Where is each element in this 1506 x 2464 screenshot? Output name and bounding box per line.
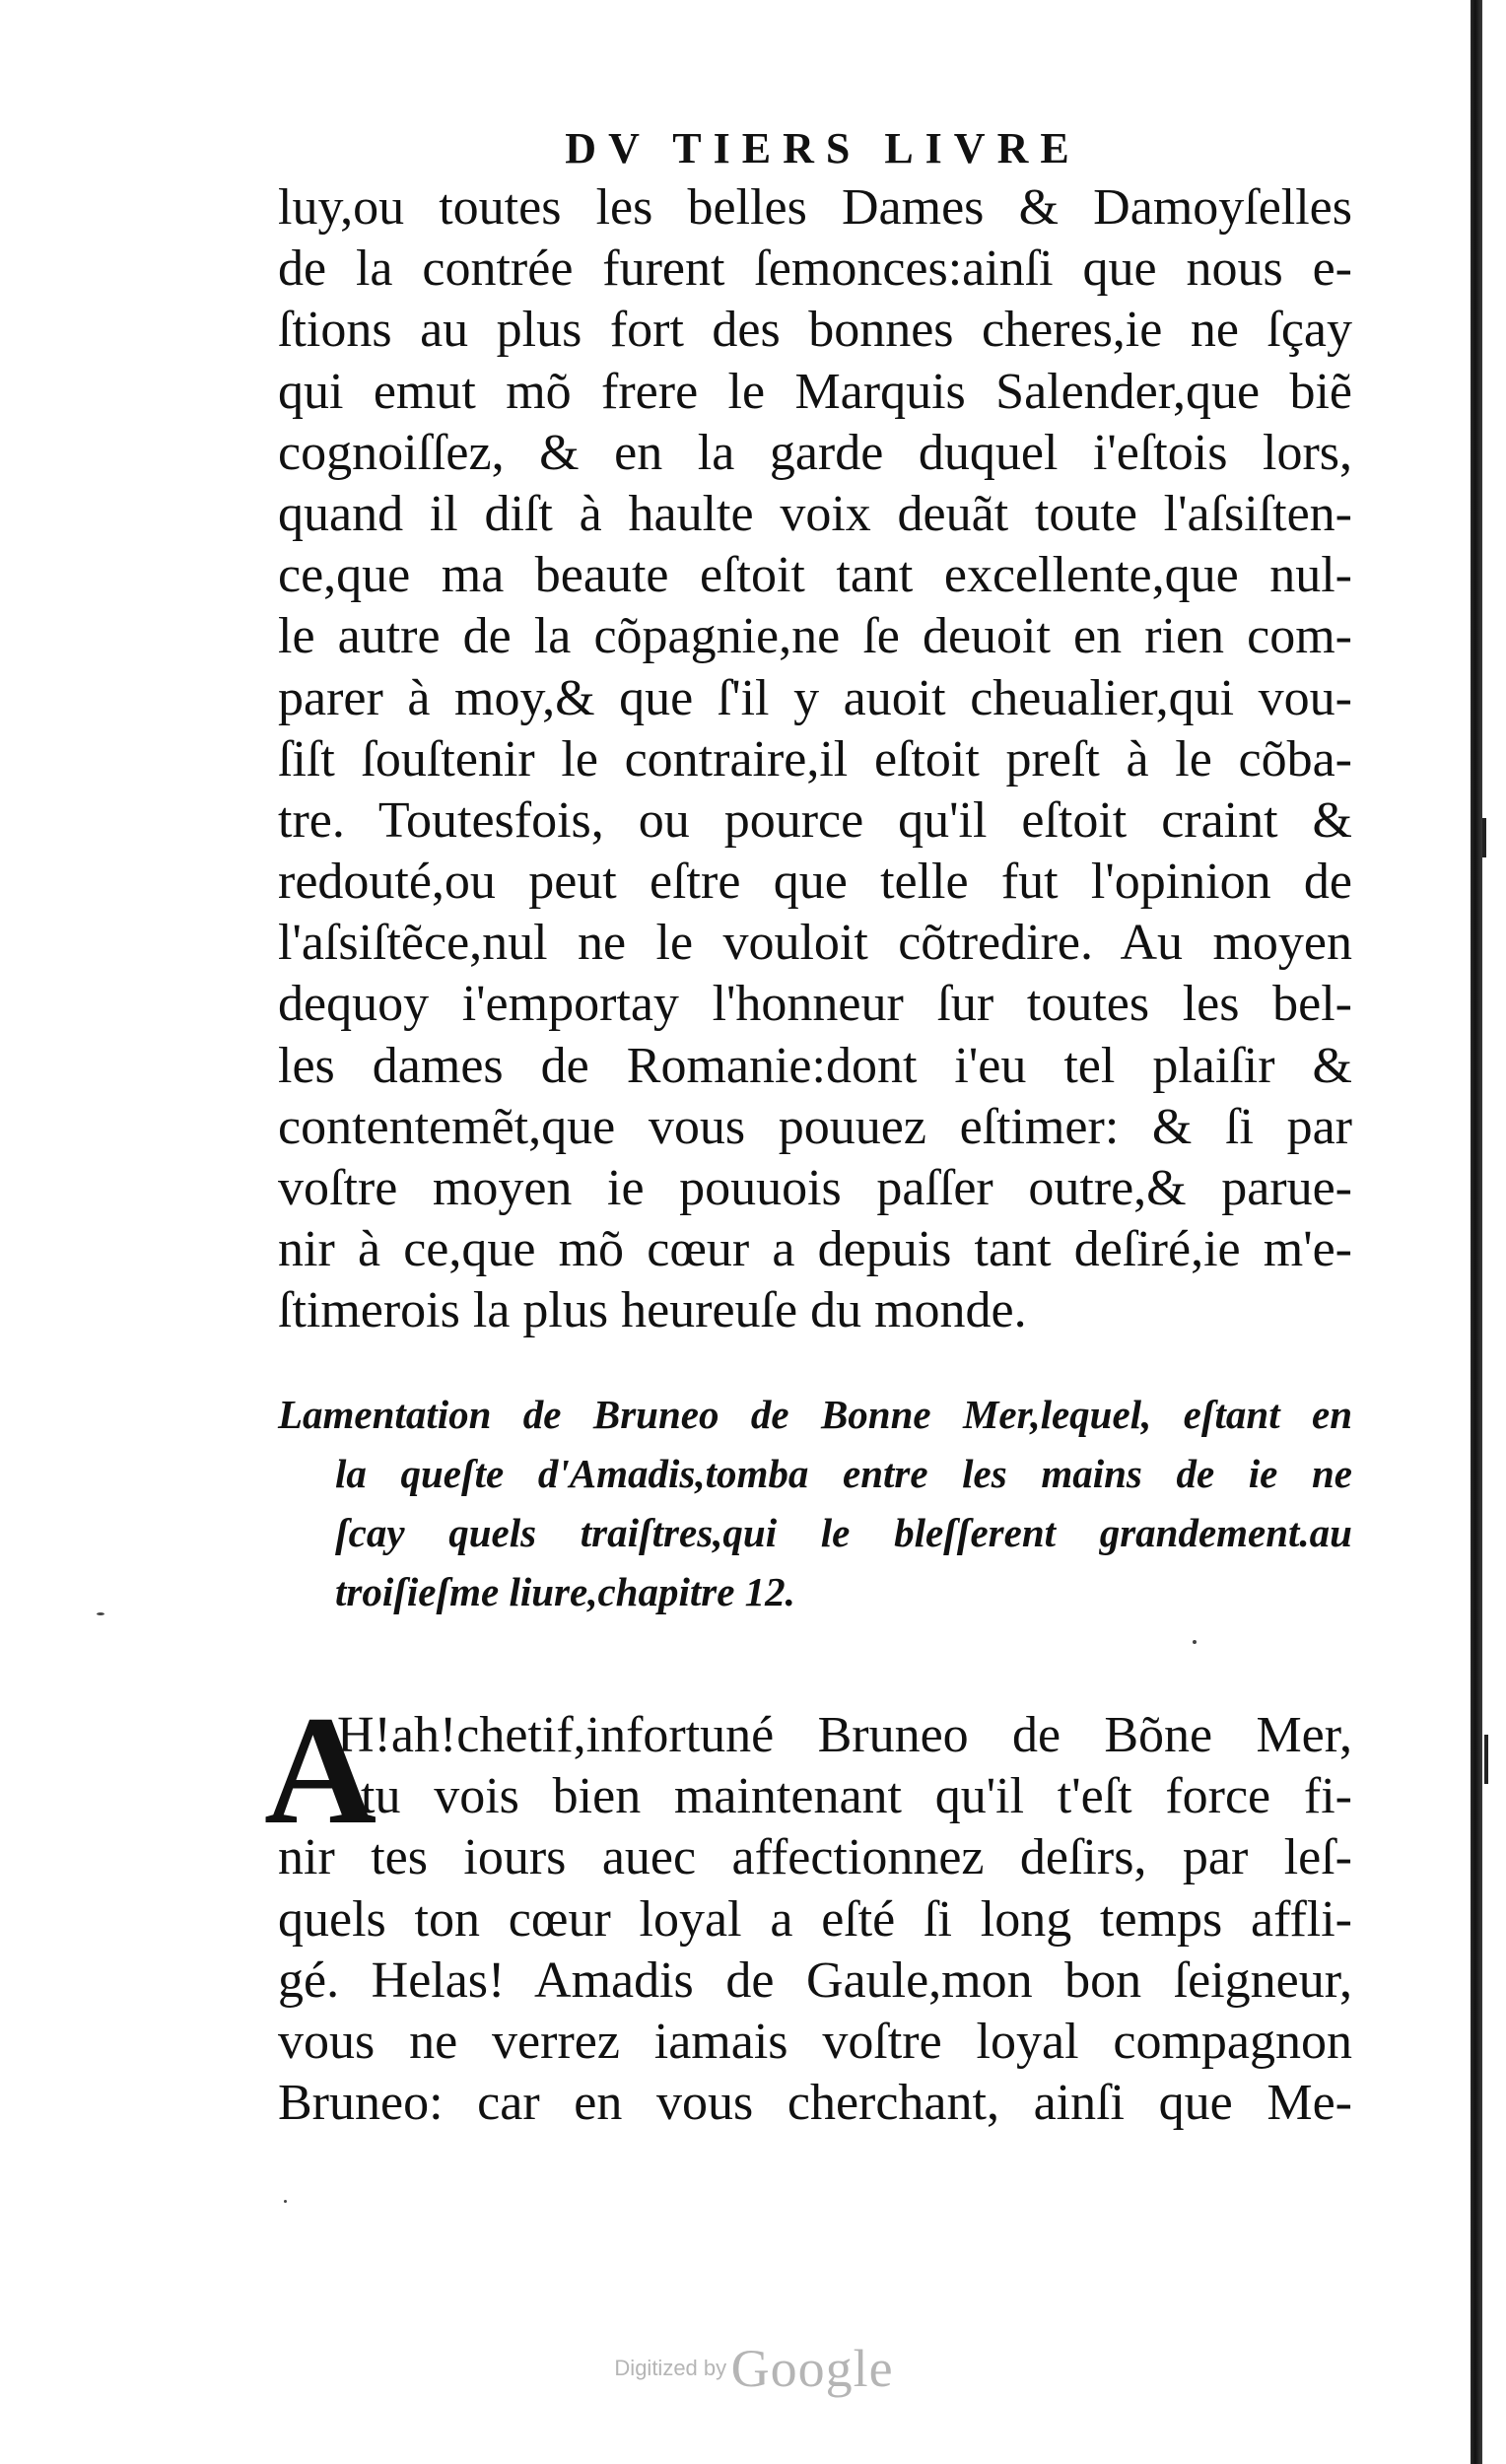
text-line: nir tes iours auec affectionnez deſirs, par leſ- — [278, 1829, 1352, 1886]
text-line: nir à ce,que mõ cœur a depuis tant deſiré,ie m'e- — [278, 1221, 1352, 1278]
text-line: Bruneo: car en vous cherchant, ainſi que Me- — [278, 2075, 1352, 2132]
ink-speck — [1193, 1640, 1197, 1644]
ink-speck — [97, 1612, 104, 1615]
paragraph-2 — [278, 1705, 1352, 2134]
caption-line: ſcay quels traiſtres,qui le bleſſerent grandement.au — [335, 1510, 1352, 1555]
google-logo: Google — [730, 2339, 894, 2398]
text-line: vous ne verrez iamais voſtre loyal compagnon — [278, 2013, 1352, 2070]
text-line: cognoiſſez, & en la garde duquel i'eſtois lors, — [278, 424, 1352, 481]
text-line: ſtions au plus fort des bonnes cheres,ie ne ſçay — [278, 302, 1352, 359]
caption-line: la queſte d'Amadis,tomba entre les mains de ie ne — [335, 1451, 1352, 1496]
binding-mark — [1484, 1735, 1488, 1784]
text-line: H!ah!chetif,infortuné Bruneo de Bõne Mer, — [337, 1707, 1352, 1763]
text-line: ſiſt ſouſtenir le contraire,il eſtoit preſt à le cõba- — [278, 730, 1352, 787]
binding-mark — [1482, 818, 1486, 857]
text-line: luy,ou toutes les belles Dames & Damoyſelles — [278, 179, 1352, 236]
text-line: de la contrée furent ſemonces:ainſi que nous e- — [278, 240, 1352, 298]
text-line: dequoy i'emportay l'honneur ſur toutes les bel- — [278, 976, 1352, 1033]
paragraph-1 — [278, 177, 1352, 1342]
caption-line: Lamentation de Bruneo de Bonne Mer,lequel, eſtant en — [278, 1392, 1352, 1437]
text-line: ce,que ma beaute eſtoit tant excellente,que nul- — [278, 547, 1352, 604]
text-line: quand il diſt à haulte voix deuãt toute l'aſsiſten- — [278, 485, 1352, 542]
binding-edge — [1471, 0, 1482, 2464]
drop-cap: A — [264, 1684, 377, 1857]
text-line: les dames de Romanie:dont i'eu tel plaiſir & — [278, 1037, 1352, 1094]
text-line: voſtre moyen ie pouuois paſſer outre,& parue- — [278, 1160, 1352, 1216]
text-line: tu vois bien maintenant qu'il t'eſt force fi- — [361, 1768, 1352, 1825]
running-head: DV TIERS LIVRE — [565, 124, 1081, 172]
chapter-caption — [278, 1385, 1352, 1621]
text-line: contentemẽt,que vous pouuez eſtimer: & ſi par — [278, 1098, 1352, 1155]
text-line: tre. Toutesfois, ou pource qu'il eſtoit craint & — [278, 791, 1352, 849]
caption-line: troiſieſme liure,chapitre 12. — [335, 1569, 795, 1614]
text-line: l'aſsiſtẽce,nul ne le vouloit cõtredire. Au moyen — [278, 915, 1352, 972]
ink-speck — [284, 2200, 287, 2203]
text-line: quels ton cœur loyal a eſté ſi long temps affli- — [278, 1890, 1352, 1948]
text-line: qui emut mõ frere le Marquis Salender,que biẽ — [278, 363, 1352, 420]
text-line: gé. Helas! Amadis de Gaule,mon bon ſeigneur, — [278, 1951, 1352, 2009]
watermark-prefix: Digitized by — [614, 2356, 727, 2380]
text-line: ſtimerois la plus heureuſe du monde. — [278, 1282, 1027, 1339]
text-line: le autre de la cõpagnie,ne ſe deuoit en rien com- — [278, 608, 1352, 665]
digitized-watermark — [577, 2338, 931, 2399]
text-line: redouté,ou peut eſtre que telle fut l'opinion de — [278, 854, 1352, 911]
text-line: parer à moy,& que ſ'il y auoit cheualier,qui vou- — [278, 669, 1352, 726]
